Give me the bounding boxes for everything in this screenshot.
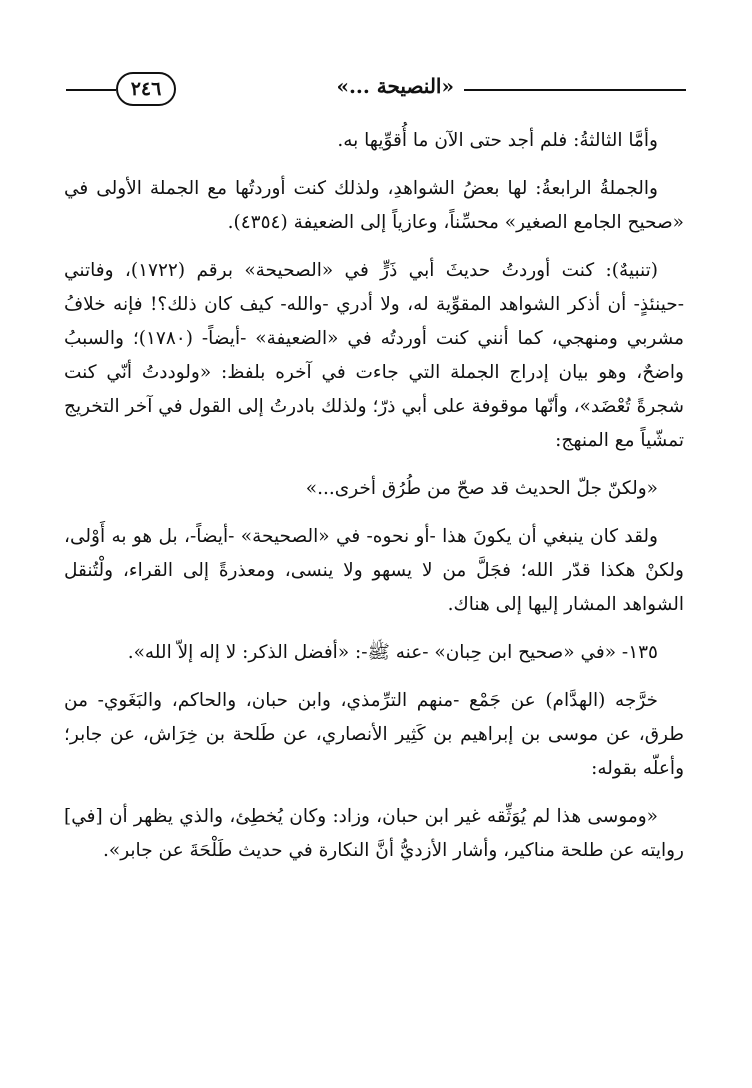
body-text	[64, 124, 684, 882]
running-title: «النصيحة ...»	[336, 74, 454, 98]
paragraph: وأمَّا الثالثةُ: فلم أجد حتى الآن ما أُقوِّيها به.	[337, 130, 658, 151]
paragraph: والجملةُ الرابعةُ: لها بعضُ الشواهدِ، ولذلك كنت أوردتُها مع الجملة الأولى في «صحيح الجامع الصغير» محسِّناً، وعازياً إلى الضعيفة (٤٣٥٤).	[64, 178, 684, 233]
page-header	[66, 70, 686, 110]
hadith-entry: ١٣٥- «في «صحيح ابن حِبان» -عنه ﷺ-: «أفضل الذكر: لا إله إلاّ الله».	[127, 642, 658, 663]
quoted-paragraph: «وموسى هذا لم يُوَثِّقه غير ابن حبان، وزاد: وكان يُخطِئ، والذي يظهر أن [في] روايته عن طلحة مناكير، وأشار الأزديُّ أنَّ النكارة في حديث طَلْحَةَ عن جابر».	[64, 806, 684, 861]
paragraph: (تنبيهٌ): كنت أوردتُ حديثَ أبي ذَرٍّ في «الصحيحة» برقم (١٧٢٢)، وفاتني -حينئذٍ- أن أذكر الشواهد المقوِّية له، ولا أدري -والله- كيف كان ذلك؟! فإنه خلافُ مشربي ومنهجي، كما أنني كنت أوردتُه في «الضعيفة» -أيضاً- (١٧٨٠)؛ والسببُ واضحٌ، وهو بيان إدراج الجملة التي جاءت في آخره بلفظ: «ولوددتُ أنّي كنت شجرةً تُعْضَد»، وأنّها موقوفة على أبي ذرّ؛ ولذلك بادرتُ إلى القول في آخر التخريج تمشّياً مع المنهج:	[64, 260, 684, 451]
paragraph: خرَّجه (الهدَّام) عن جَمْع -منهم الترِّمذي، وابن حبان، والحاكم، والبَغَوي- من طرق، عن موسى بن إبراهيم بن كَثِير الأنصاري، عن طَلحة بن خِرَاش، عن جابر؛ وأعلّه بقوله:	[64, 690, 684, 779]
header-rule-left	[66, 89, 116, 91]
page-number-badge: ٢٤٦	[116, 72, 176, 106]
header-rule-right	[464, 89, 686, 91]
paragraph: ولقد كان ينبغي أن يكونَ هذا -أو نحوه- في «الصحيحة» -أيضاً-، بل هو به أَوْلى، ولكنْ هكذا قدّر الله؛ فجَلَّ من لا يسهو ولا ينسى، ومعذرةً إلى القراء، ولْتُنقل الشواهد المشار إليها إلى هناك.	[64, 526, 684, 615]
quoted-line: «ولكنّ جلّ الحديث قد صحّ من طُرُق أخرى...»	[305, 478, 658, 499]
